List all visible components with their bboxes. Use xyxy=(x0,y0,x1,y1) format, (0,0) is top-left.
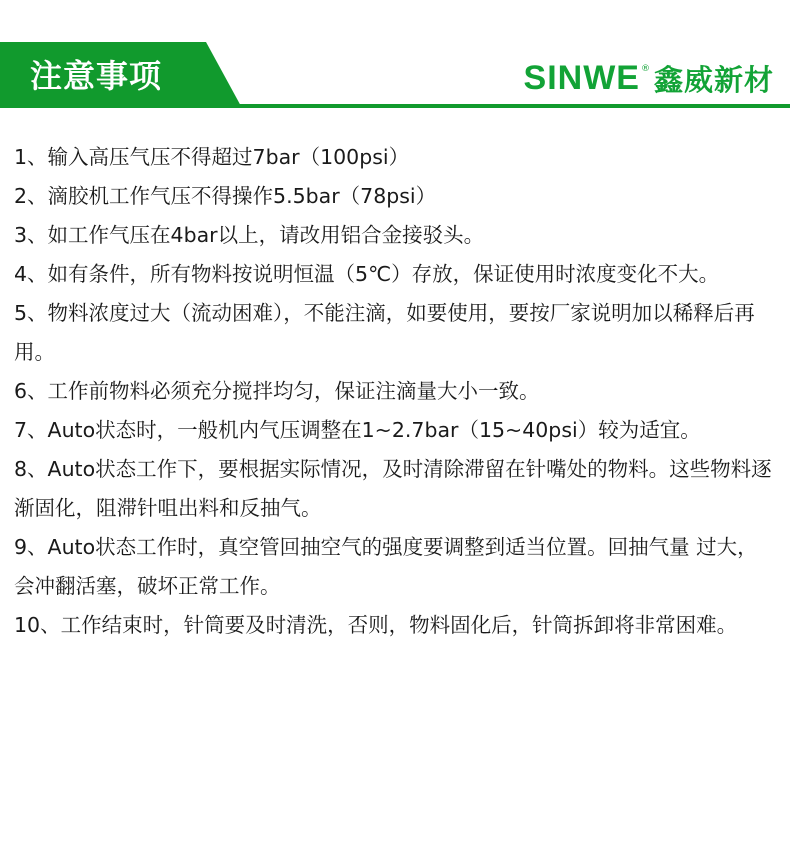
registered-mark: ® xyxy=(640,64,650,74)
note-item-9: 9、Auto状态工作时，真空管回抽空气的强度要调整到适当位置。回抽气量 过大，会冲翻活塞，破坏正常工作。 xyxy=(14,535,758,598)
brand-logo-chinese: 鑫威新材 xyxy=(653,62,774,97)
note-item-3: 3、如工作气压在4bar以上，请改用铝合金接驳头。 xyxy=(14,223,485,247)
brand-logo xyxy=(524,58,774,98)
note-item-8: 8、Auto状态工作下，要根据实际情况，及时清除滞留在针嘴处的物料。这些物料逐渐固化，阻滞针咀出料和反抽气。 xyxy=(14,457,772,520)
page-title: 注意事项 xyxy=(30,57,163,95)
note-item-2: 2、滴胶机工作气压不得操作5.5bar（78psi） xyxy=(14,184,437,208)
note-item-1: 1、输入高压气压不得超过7bar（100psi） xyxy=(14,145,410,169)
note-item-10: 10、工作结束时，针筒要及时清洗，否则，物料固化后，针筒拆卸将非常困难。 xyxy=(14,613,738,637)
section-header xyxy=(0,0,790,112)
note-item-4: 4、如有条件，所有物料按说明恒温（5℃）存放，保证使用时浓度变化不大。 xyxy=(14,262,720,286)
note-item-6: 6、工作前物料必须充分搅拌均匀，保证注滴量大小一致。 xyxy=(14,379,540,403)
header-divider-line xyxy=(0,104,790,108)
brand-logo-latin: SINWE xyxy=(523,58,640,97)
note-item-5: 5、物料浓度过大（流动困难），不能注滴，如要使用，要按厂家说明加以稀释后再用。 xyxy=(14,301,755,364)
notes-list xyxy=(14,138,778,645)
note-item-7: 7、Auto状态时，一般机内气压调整在1~2.7bar（15~40psi）较为适宜。 xyxy=(14,418,701,442)
